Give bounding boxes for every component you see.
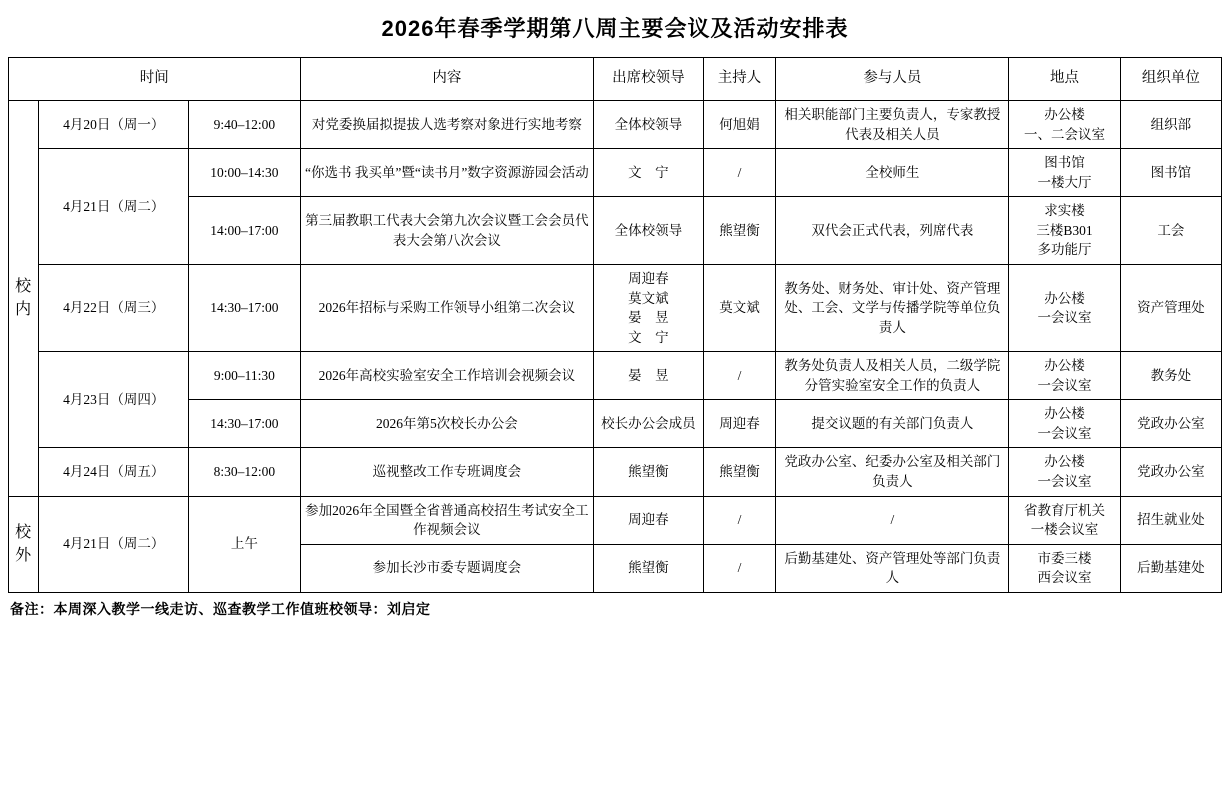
footer-note-text: 本周深入教学一线走访、巡查教学工作值班校领导：刘启定 bbox=[53, 600, 431, 617]
column-header-place: 地点 bbox=[1009, 58, 1120, 101]
footer-note-label: 备注： bbox=[10, 600, 54, 617]
place-cell: 省教育厅机关 一楼会议室 bbox=[1009, 496, 1120, 544]
participants-cell: 全校师生 bbox=[776, 149, 1009, 197]
column-header-host: 主持人 bbox=[703, 58, 776, 101]
org-cell: 党政办公室 bbox=[1120, 400, 1221, 448]
date-cell: 4月21日（周二） bbox=[39, 496, 189, 592]
host-cell: 熊望衡 bbox=[703, 448, 776, 496]
place-cell: 求实楼 三楼B301 多功能厅 bbox=[1009, 197, 1120, 265]
host-cell: 熊望衡 bbox=[703, 197, 776, 265]
org-cell: 党政办公室 bbox=[1120, 448, 1221, 496]
leader-cell: 晏 昱 bbox=[594, 352, 703, 400]
org-cell: 招生就业处 bbox=[1120, 496, 1221, 544]
column-header-content: 内容 bbox=[300, 58, 594, 101]
participants-cell: 教务处、财务处、审计处、资产管理处、工会、文学与传播学院等单位负责人 bbox=[776, 264, 1009, 351]
host-cell: 周迎春 bbox=[703, 400, 776, 448]
content-cell: 2026年招标与采购工作领导小组第二次会议 bbox=[300, 264, 594, 351]
time-cell: 14:30–17:00 bbox=[189, 400, 300, 448]
leader-cell: 周迎春 bbox=[594, 496, 703, 544]
footer-note bbox=[8, 599, 1222, 619]
participants-cell: 党政办公室、纪委办公室及相关部门负责人 bbox=[776, 448, 1009, 496]
time-cell: 上午 bbox=[189, 496, 300, 592]
table-row bbox=[9, 448, 1222, 496]
date-cell: 4月20日（周一） bbox=[39, 101, 189, 149]
time-cell: 14:30–17:00 bbox=[189, 264, 300, 351]
content-cell: 对党委换届拟提拔人选考察对象进行实地考察 bbox=[300, 101, 594, 149]
content-cell: 参加2026年全国暨全省普通高校招生考试安全工作视频会议 bbox=[300, 496, 594, 544]
leader-cell: 熊望衡 bbox=[594, 544, 703, 592]
content-cell: 参加长沙市委专题调度会 bbox=[300, 544, 594, 592]
host-cell: / bbox=[703, 496, 776, 544]
org-cell: 工会 bbox=[1120, 197, 1221, 265]
time-cell: 9:40–12:00 bbox=[189, 101, 300, 149]
date-cell: 4月22日（周三） bbox=[39, 264, 189, 351]
place-cell: 图书馆 一楼大厅 bbox=[1009, 149, 1120, 197]
leader-cell: 全体校领导 bbox=[594, 101, 703, 149]
content-cell: 2026年高校实验室安全工作培训会视频会议 bbox=[300, 352, 594, 400]
column-header-time: 时间 bbox=[9, 58, 301, 101]
host-cell: / bbox=[703, 544, 776, 592]
category-cell-internal: 校内 bbox=[9, 101, 39, 497]
org-cell: 后勤基建处 bbox=[1120, 544, 1221, 592]
host-cell: 莫文斌 bbox=[703, 264, 776, 351]
content-cell: 巡视整改工作专班调度会 bbox=[300, 448, 594, 496]
content-cell: 2026年第5次校长办公会 bbox=[300, 400, 594, 448]
leader-cell: 文 宁 bbox=[594, 149, 703, 197]
participants-cell: 提交议题的有关部门负责人 bbox=[776, 400, 1009, 448]
table-row bbox=[9, 149, 1222, 197]
header-row bbox=[9, 58, 1222, 101]
place-cell: 市委三楼 西会议室 bbox=[1009, 544, 1120, 592]
place-cell: 办公楼 一会议室 bbox=[1009, 264, 1120, 351]
table-row bbox=[9, 496, 1222, 544]
org-cell: 图书馆 bbox=[1120, 149, 1221, 197]
leader-cell: 熊望衡 bbox=[594, 448, 703, 496]
participants-cell: 后勤基建处、资产管理处等部门负责人 bbox=[776, 544, 1009, 592]
participants-cell: 教务处负责人及相关人员，二级学院分管实验室安全工作的负责人 bbox=[776, 352, 1009, 400]
place-cell: 办公楼 一会议室 bbox=[1009, 352, 1120, 400]
time-cell: 9:00–11:30 bbox=[189, 352, 300, 400]
leader-cell: 全体校领导 bbox=[594, 197, 703, 265]
place-cell: 办公楼 一、二会议室 bbox=[1009, 101, 1120, 149]
category-cell-external: 校外 bbox=[9, 496, 39, 592]
column-header-org: 组织单位 bbox=[1120, 58, 1221, 101]
table-row bbox=[9, 400, 1222, 448]
content-cell: “你选书 我买单”暨“读书月”数字资源游园会活动 bbox=[300, 149, 594, 197]
org-cell: 资产管理处 bbox=[1120, 264, 1221, 351]
org-cell: 教务处 bbox=[1120, 352, 1221, 400]
date-cell: 4月24日（周五） bbox=[39, 448, 189, 496]
place-cell: 办公楼 一会议室 bbox=[1009, 400, 1120, 448]
time-cell: 8:30–12:00 bbox=[189, 448, 300, 496]
host-cell: 何旭娟 bbox=[703, 101, 776, 149]
table-row bbox=[9, 101, 1222, 149]
page-title: 2026年春季学期第八周主要会议及活动安排表 bbox=[381, 16, 849, 41]
table-row bbox=[9, 197, 1222, 265]
participants-cell: 双代会正式代表，列席代表 bbox=[776, 197, 1009, 265]
time-cell: 10:00–14:30 bbox=[189, 149, 300, 197]
table-header bbox=[9, 58, 1222, 101]
date-cell: 4月21日（周二） bbox=[39, 149, 189, 265]
org-cell: 组织部 bbox=[1120, 101, 1221, 149]
leader-cell: 校长办公会成员 bbox=[594, 400, 703, 448]
schedule-table bbox=[8, 57, 1222, 593]
date-cell: 4月23日（周四） bbox=[39, 352, 189, 448]
place-cell: 办公楼 一会议室 bbox=[1009, 448, 1120, 496]
leader-cell: 周迎春 莫文斌 晏 昱 文 宁 bbox=[594, 264, 703, 351]
column-header-participants: 参与人员 bbox=[776, 58, 1009, 101]
table-row bbox=[9, 352, 1222, 400]
participants-cell: 相关职能部门主要负责人，专家教授代表及相关人员 bbox=[776, 101, 1009, 149]
table-row bbox=[9, 264, 1222, 351]
participants-cell: / bbox=[776, 496, 1009, 544]
table-body bbox=[9, 101, 1222, 593]
content-cell: 第三届教职工代表大会第九次会议暨工会会员代表大会第八次会议 bbox=[300, 197, 594, 265]
host-cell: / bbox=[703, 149, 776, 197]
column-header-leader: 出席校领导 bbox=[594, 58, 703, 101]
time-cell: 14:00–17:00 bbox=[189, 197, 300, 265]
host-cell: / bbox=[703, 352, 776, 400]
